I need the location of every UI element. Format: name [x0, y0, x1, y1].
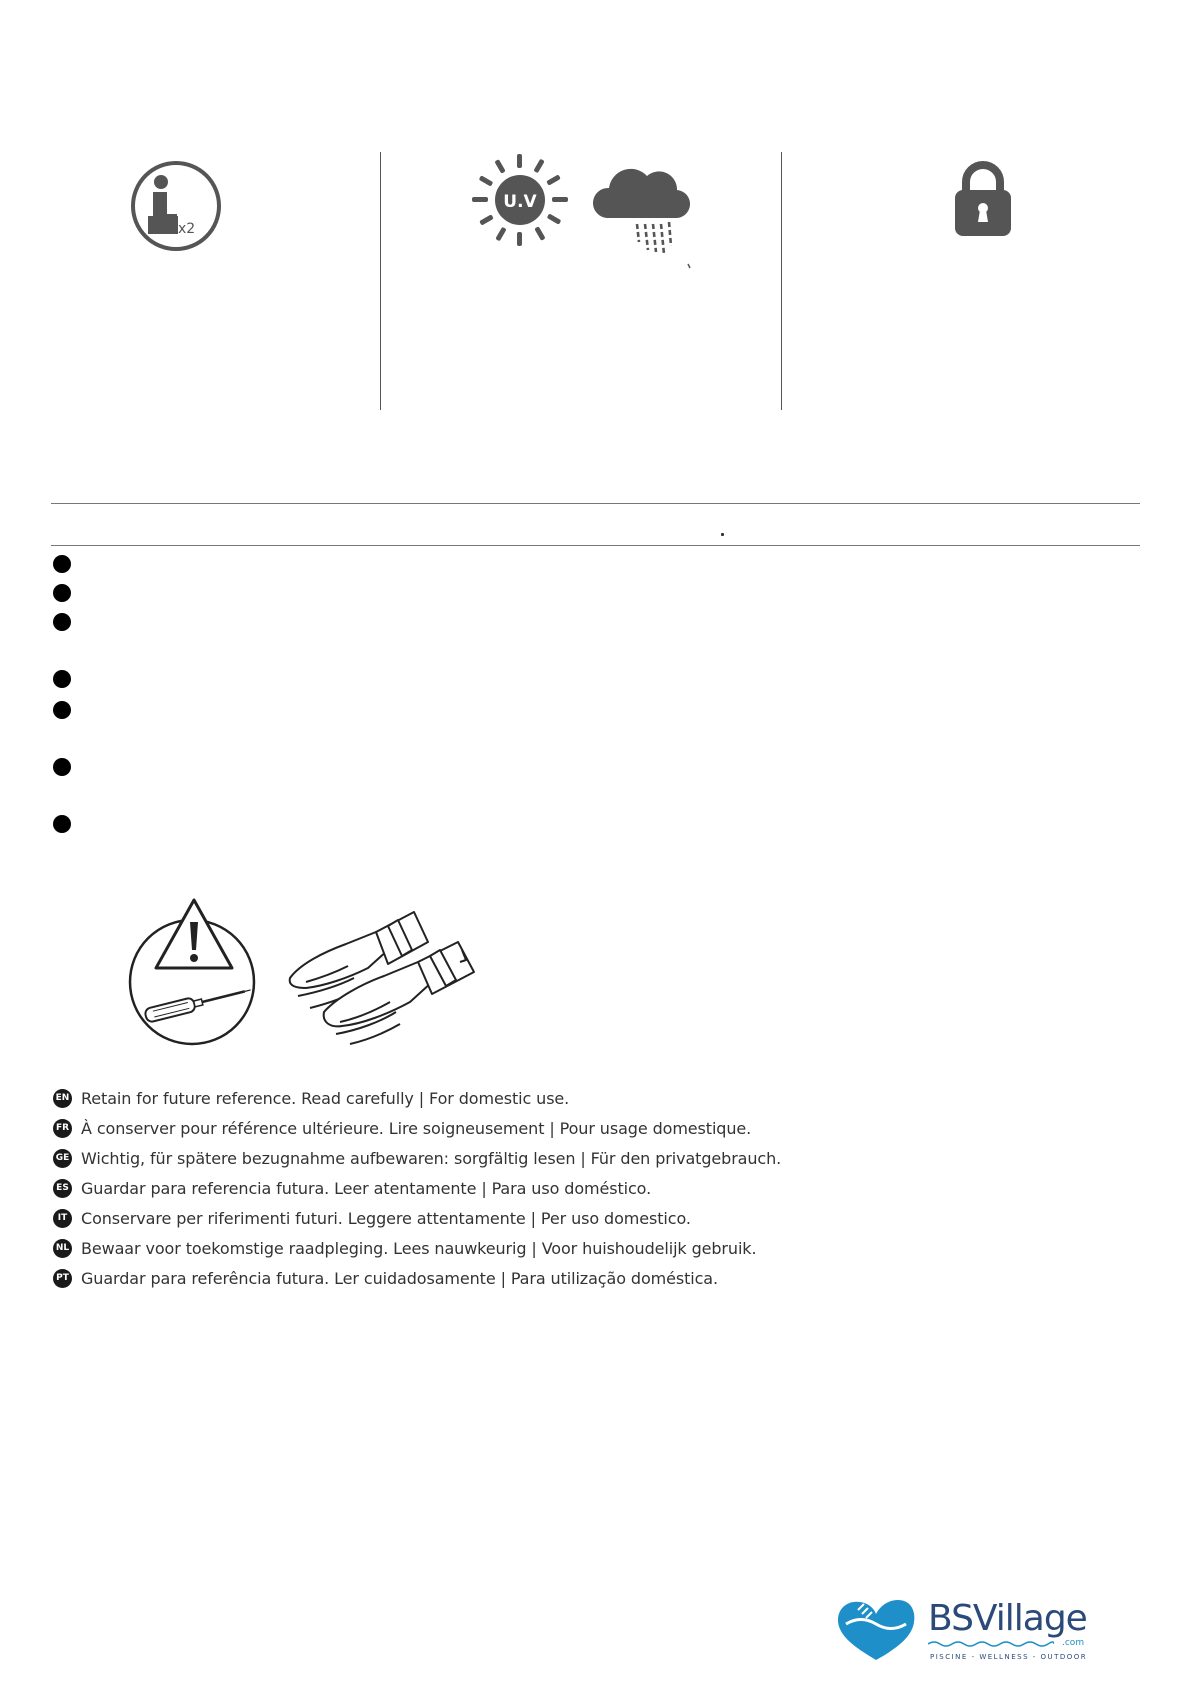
svg-text:U.V: U.V [503, 192, 537, 212]
notice-en [53, 1086, 569, 1110]
bullet-7 [53, 815, 71, 833]
pool-heart-icon [836, 1598, 918, 1662]
notice-nl [53, 1236, 756, 1260]
logo-brand-text: BSVillage [928, 1598, 1087, 1639]
rain-cloud-icon [593, 160, 693, 272]
bullet-3 [53, 613, 71, 631]
bsvillage-logo [836, 1598, 1086, 1670]
svg-text:x2: x2 [178, 221, 196, 237]
lang-badge-it: IT [53, 1209, 72, 1228]
section-rule-top [51, 503, 1140, 504]
notice-text-es: Guardar para referencia futura. Leer atentamente | Para uso doméstico. [81, 1178, 652, 1198]
bullet-5 [53, 701, 71, 719]
notice-text-pt: Guardar para referência futura. Ler cuidadosamente | Para utilização doméstica. [81, 1268, 718, 1288]
protective-gloves-icon [284, 904, 480, 1046]
notice-es [53, 1176, 651, 1200]
logo-wave [928, 1640, 1054, 1648]
notice-ge [53, 1146, 781, 1170]
bullet-1 [53, 555, 71, 573]
notice-text-fr: À conserver pour référence ultérieure. Lire soigneusement | Pour usage domestique. [81, 1118, 752, 1138]
logo-tagline: PISCINE - WELLNESS - OUTDOOR [930, 1653, 1088, 1661]
lang-badge-fr: FR [53, 1119, 72, 1138]
bullet-6 [53, 758, 71, 776]
lang-badge-ge: GE [53, 1149, 72, 1168]
uv-sun-icon [470, 152, 570, 248]
notice-text-ge: Wichtig, für spätere bezugnahme aufbewaren: sorgfältig lesen | Für den privatgebrauch. [81, 1148, 782, 1168]
column-divider-left [380, 152, 381, 410]
two-person-seat-icon [130, 160, 222, 252]
section-rule-bottom [51, 545, 1140, 546]
notice-pt [53, 1266, 718, 1290]
notice-fr [53, 1116, 751, 1140]
column-divider-right [781, 152, 782, 410]
lang-badge-en: EN [53, 1089, 72, 1108]
notice-it [53, 1206, 691, 1230]
lang-badge-pt: PT [53, 1269, 72, 1288]
lang-badge-nl: NL [53, 1239, 72, 1258]
notice-text-en: Retain for future reference. Read carefully | For domestic use. [81, 1088, 570, 1108]
notice-text-it: Conservare per riferimenti futuri. Leggere attentamente | Per uso domestico. [81, 1208, 691, 1228]
padlock-icon [952, 158, 1014, 238]
warning-screwdriver-icon [128, 896, 258, 1046]
notice-text-nl: Bewaar voor toekomstige raadpleging. Lees nauwkeurig | Voor huishoudelijk gebruik. [81, 1238, 757, 1258]
bullet-4 [53, 670, 71, 688]
tick-mark [721, 533, 724, 536]
logo-domain-text: .com [1062, 1638, 1085, 1648]
bullet-2 [53, 584, 71, 602]
lang-badge-es: ES [53, 1179, 72, 1198]
